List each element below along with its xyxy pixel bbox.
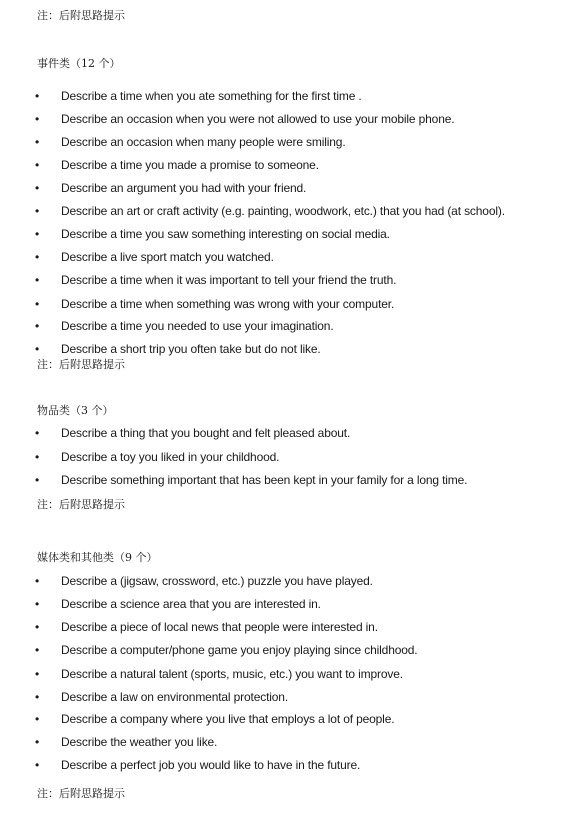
bullet: • <box>35 643 40 657</box>
bullet: • <box>35 597 40 611</box>
list-item-text: Describe a natural talent (sports, music, etc.) you want to improve. <box>61 667 403 681</box>
bullet: • <box>35 574 40 588</box>
bullet: • <box>35 473 40 487</box>
list-item-text: Describe an occasion when many people were smiling. <box>61 135 346 149</box>
bullet: • <box>35 620 40 634</box>
bullet: • <box>35 89 40 103</box>
bullet: • <box>35 250 40 264</box>
list-item-text: Describe an occasion when you were not allowed to use your mobile phone. <box>61 112 455 126</box>
bullet: • <box>35 342 40 356</box>
bullet: • <box>35 135 40 149</box>
list-item-text: Describe an art or craft activity (e.g. painting, woodwork, etc.) that you had (at school). <box>61 204 505 218</box>
list-item-text: Describe a (jigsaw, crossword, etc.) puzzle you have played. <box>61 574 373 588</box>
list-item-text: Describe a company where you live that employs a lot of people. <box>61 712 395 726</box>
note-after-events: 注：后附思路提示 <box>37 358 125 371</box>
list-item-text: Describe a live sport match you watched. <box>61 250 274 264</box>
list-item-text: Describe the weather you like. <box>61 735 218 749</box>
note-top: 注：后附思路提示 <box>37 9 125 22</box>
list-item-text: Describe a time when something was wrong with your computer. <box>61 297 395 311</box>
list-item-text: Describe a time you made a promise to someone. <box>61 158 319 172</box>
section-heading-media-others: 媒体类和其他类（9 个） <box>37 551 158 564</box>
list-item-text: Describe a thing that you bought and felt pleased about. <box>61 426 351 440</box>
bullet: • <box>35 690 40 704</box>
list-item-text: Describe a short trip you often take but do not like. <box>61 342 321 356</box>
list-item-text: Describe a perfect job you would like to have in the future. <box>61 758 361 772</box>
bullet: • <box>35 273 40 287</box>
bullet: • <box>35 181 40 195</box>
note-bottom: 注：后附思路提示 <box>37 787 125 800</box>
bullet: • <box>35 227 40 241</box>
bullet: • <box>35 158 40 172</box>
list-item-text: Describe a computer/phone game you enjoy playing since childhood. <box>61 643 418 657</box>
bullet: • <box>35 112 40 126</box>
bullet: • <box>35 735 40 749</box>
note-after-objects: 注：后附思路提示 <box>37 498 125 511</box>
list-item-text: Describe a piece of local news that people were interested in. <box>61 620 378 634</box>
section-heading-events: 事件类（12 个） <box>37 57 121 70</box>
bullet: • <box>35 667 40 681</box>
list-item-text: Describe a time you saw something interesting on social media. <box>61 227 390 241</box>
bullet: • <box>35 426 40 440</box>
bullet: • <box>35 758 40 772</box>
bullet: • <box>35 319 40 333</box>
list-item-text: Describe a toy you liked in your childhood. <box>61 450 280 464</box>
bullet: • <box>35 450 40 464</box>
bullet: • <box>35 712 40 726</box>
section-heading-objects: 物品类（3 个） <box>37 404 114 417</box>
list-item-text: Describe a time you needed to use your imagination. <box>61 319 334 333</box>
bullet: • <box>35 204 40 218</box>
bullet: • <box>35 297 40 311</box>
list-item-text: Describe a science area that you are interested in. <box>61 597 321 611</box>
list-item-text: Describe something important that has been kept in your family for a long time. <box>61 473 468 487</box>
list-item-text: Describe a time when it was important to tell your friend the truth. <box>61 273 397 287</box>
list-item-text: Describe a law on environmental protection. <box>61 690 289 704</box>
list-item-text: Describe a time when you ate something for the first time . <box>61 89 362 103</box>
list-item-text: Describe an argument you had with your friend. <box>61 181 307 195</box>
